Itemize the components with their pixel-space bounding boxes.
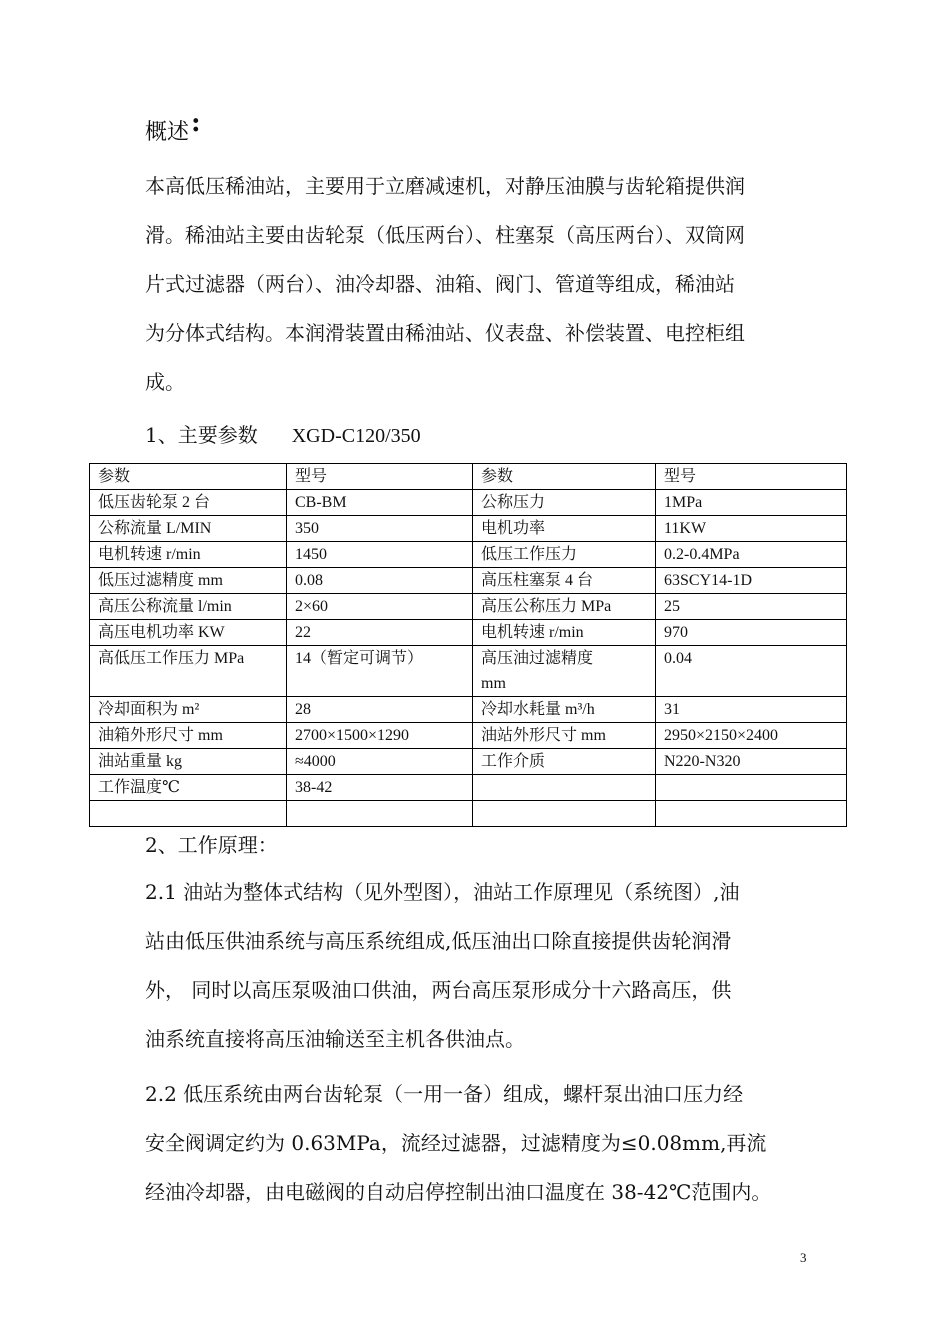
- table-row: [90, 775, 847, 801]
- table-cell: 63SCY14-1D: [656, 568, 847, 594]
- table-row: [90, 594, 847, 620]
- paragraph-line: 片式过滤器（两台）、油冷却器、油箱、阀门、管道等组成，稀油站: [145, 272, 735, 296]
- table-cell: 350: [287, 516, 473, 542]
- table-cell: 高压电机功率 KW: [90, 620, 287, 646]
- table-cell: 电机转速 r/min: [473, 620, 656, 646]
- table-cell: [656, 775, 847, 801]
- table-cell: 低压工作压力: [473, 542, 656, 568]
- table-row: [90, 646, 847, 697]
- table-cell: 工作温度℃: [90, 775, 287, 801]
- table-cell: 38-42: [287, 775, 473, 801]
- table-cell: 1450: [287, 542, 473, 568]
- page-number: 3: [800, 1250, 807, 1265]
- paragraph-line: 2.1 油站为整体式结构（见外型图），油站工作原理见（系统图）,油: [145, 880, 740, 904]
- table-cell: 0.2-0.4MPa: [656, 542, 847, 568]
- table-cell: 公称流量 L/MIN: [90, 516, 287, 542]
- table-cell: 28: [287, 697, 473, 723]
- table-cell: 型号: [287, 464, 473, 490]
- table-row: [90, 749, 847, 775]
- table-cell: 冷却水耗量 m³/h: [473, 697, 656, 723]
- paragraph-line: 站由低压供油系统与高压系统组成,低压油出口除直接提供齿轮润滑: [145, 929, 732, 953]
- paragraph-line: 滑。稀油站主要由齿轮泵（低压两台）、柱塞泵（高压两台）、双筒网: [145, 223, 745, 247]
- paragraph-line: 为分体式结构。本润滑装置由稀油站、仪表盘、补偿装置、电控柜组: [145, 321, 745, 345]
- table-cell: 22: [287, 620, 473, 646]
- paragraph-line: 经油冷却器，由电磁阀的自动启停控制出油口温度在 38-42℃范围内。: [145, 1180, 772, 1204]
- overview-colon: :: [191, 108, 201, 138]
- paragraph-line: 油系统直接将高压油输送至主机各供油点。: [145, 1027, 525, 1051]
- table-cell: 工作介质: [473, 749, 656, 775]
- overview-paragraph: [145, 162, 815, 407]
- table-cell: [656, 801, 847, 827]
- table-header-row: [90, 464, 847, 490]
- model-number: XGD-C120/350: [291, 425, 421, 447]
- table-cell: 油站外形尺寸 mm: [473, 723, 656, 749]
- table-row: [90, 801, 847, 827]
- table-row: [90, 697, 847, 723]
- paragraph-line: 本高低压稀油站，主要用于立磨减速机，对静压油膜与齿轮箱提供润: [145, 174, 745, 198]
- table-cell: 970: [656, 620, 847, 646]
- main-parameters-heading: [145, 420, 421, 451]
- table-cell: [90, 801, 287, 827]
- table-cell: 25: [656, 594, 847, 620]
- table-cell: [473, 775, 656, 801]
- parameters-table: [89, 463, 847, 827]
- table-cell: ≈4000: [287, 749, 473, 775]
- table-cell: 电机功率: [473, 516, 656, 542]
- table-cell: 油站重量 kg: [90, 749, 287, 775]
- overview-heading: [145, 108, 201, 148]
- table-cell: 油箱外形尺寸 mm: [90, 723, 287, 749]
- table-row: [90, 542, 847, 568]
- table-row: [90, 568, 847, 594]
- table-cell: 型号: [656, 464, 847, 490]
- table-cell: 冷却面积为 m²: [90, 697, 287, 723]
- table-cell: 高压公称流量 l/min: [90, 594, 287, 620]
- working-principle-heading: 2、工作原理：: [145, 833, 278, 857]
- principle-paragraph-2-2: [145, 1070, 815, 1217]
- table-cell: 高压公称压力 MPa: [473, 594, 656, 620]
- table-row: [90, 620, 847, 646]
- paragraph-line: 成。: [145, 370, 185, 394]
- paragraph-line: 安全阀调定约为 0.63MPa，流经过滤器，过滤精度为≤0.08mm,再流: [145, 1131, 767, 1155]
- table-cell: 0.04: [656, 646, 847, 697]
- table-cell: 低压过滤精度 mm: [90, 568, 287, 594]
- section1-title: 1、主要参数: [145, 423, 258, 447]
- table-row: [90, 490, 847, 516]
- paragraph-line: 外， 同时以高压泵吸油口供油，两台高压泵形成分十六路高压，供: [145, 978, 732, 1002]
- overview-title: 概述: [145, 120, 190, 145]
- table-cell: CB-BM: [287, 490, 473, 516]
- table-cell: 高压油过滤精度 mm: [473, 646, 656, 697]
- table-cell: 2700×1500×1290: [287, 723, 473, 749]
- table-cell: 0.08: [287, 568, 473, 594]
- table-cell: 参数: [473, 464, 656, 490]
- table-cell: 31: [656, 697, 847, 723]
- table-cell: 高低压工作压力 MPa: [90, 646, 287, 697]
- paragraph-line: 2.2 低压系统由两台齿轮泵（一用一备）组成，螺杆泵出油口压力经: [145, 1082, 744, 1106]
- table-cell: [473, 801, 656, 827]
- table-cell: 低压齿轮泵 2 台: [90, 490, 287, 516]
- table-cell: 2950×2150×2400: [656, 723, 847, 749]
- table-cell: 1MPa: [656, 490, 847, 516]
- table-cell: N220-N320: [656, 749, 847, 775]
- table-cell: 电机转速 r/min: [90, 542, 287, 568]
- table-cell: 公称压力: [473, 490, 656, 516]
- table-row: [90, 516, 847, 542]
- table-cell: 2×60: [287, 594, 473, 620]
- table-cell: 参数: [90, 464, 287, 490]
- table-cell: [287, 801, 473, 827]
- table-cell: 14（暂定可调节）: [287, 646, 473, 697]
- table-cell: 11KW: [656, 516, 847, 542]
- table-row: [90, 723, 847, 749]
- principle-paragraph-2-1: [145, 868, 815, 1064]
- table-cell: 高压柱塞泵 4 台: [473, 568, 656, 594]
